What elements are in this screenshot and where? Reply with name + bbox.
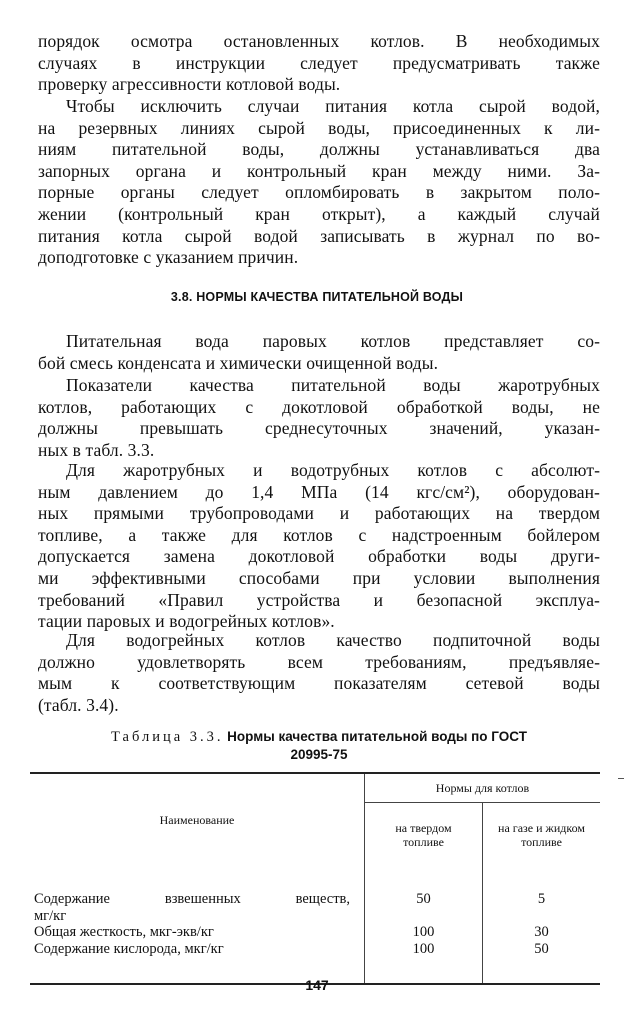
text-line: мым к соответствующим показателям сетевой воды xyxy=(38,673,600,694)
gas-liquid-fuel-values xyxy=(483,867,601,958)
text-line: ми эффективными способами при условии выполнения xyxy=(38,567,600,588)
header-line: топливе xyxy=(521,835,562,849)
fire-tube-paragraph xyxy=(38,375,600,461)
table-row xyxy=(30,867,600,958)
water-quality-table xyxy=(30,772,600,985)
text-line: ных прямыми трубопроводами и работающих на твердом xyxy=(38,503,600,524)
solid-fuel-value: 100 xyxy=(412,940,435,957)
text-line: Питательная вода паровых котлов представляет со- xyxy=(66,331,600,351)
text-line: требований «Правил устройства и безопасной эксплуа- xyxy=(38,589,600,610)
gas-liquid-fuel-value: 30 xyxy=(534,924,549,940)
row-name: Содержание кислорода, мкг/кг xyxy=(34,940,224,957)
text-line: Для водогрейных котлов качество подпиточной воды xyxy=(66,630,600,650)
text-line: проверку агрессивности котловой воды. xyxy=(38,74,341,95)
header-line: топливе xyxy=(403,835,444,849)
text-line: должно удовлетворять всем требованиям, предъявляе- xyxy=(38,651,600,672)
text-line: (табл. 3.4). xyxy=(38,694,119,715)
gas-liquid-fuel-value: 50 xyxy=(534,940,549,957)
text-line: доподготовке с указанием причин. xyxy=(38,247,299,268)
column-header-group: Нормы для котлов xyxy=(365,773,601,803)
text-line: бой смесь конденсата и химически очищенной воды. xyxy=(38,352,439,373)
section-heading: 3.8. НОРМЫ КАЧЕСТВА ПИТАТЕЛЬНОЙ ВОДЫ xyxy=(170,290,464,304)
column-header-gas-liquid-fuel xyxy=(483,803,601,868)
text-line: жении (контрольный кран открыт), а каждый случай xyxy=(38,203,600,224)
intro-paragraph xyxy=(38,31,600,96)
replacement-paragraph xyxy=(38,460,600,633)
text-line: должны превышать среднесуточных значений, указан- xyxy=(38,418,600,439)
row-name: Общая жесткость, мкг-экв/кг xyxy=(34,924,214,940)
table-caption-title-cont: 20995-75 xyxy=(290,747,348,762)
text-line: запорных органа и контрольный кран между ними. За- xyxy=(38,160,600,181)
header-line: на твердом xyxy=(395,821,452,835)
text-line: ниям питательной воды, должны устанавливаться два xyxy=(38,139,600,160)
solid-fuel-values xyxy=(365,867,483,958)
text-line: Чтобы исключить случаи питания котла сырой водой, xyxy=(66,96,600,116)
text-line: ных в табл. 3.3. xyxy=(38,439,155,460)
feed-water-paragraph xyxy=(38,331,600,374)
row-name-line: мг/кг xyxy=(34,907,67,924)
gas-liquid-fuel-value: 5 xyxy=(537,891,546,907)
solid-fuel-value: 50 xyxy=(416,891,431,907)
text-line: допускается замена докотловой обработки воды други- xyxy=(38,546,600,567)
table-caption-title: Нормы качества питательной воды по ГОСТ xyxy=(227,729,527,744)
hot-water-paragraph xyxy=(38,630,600,716)
text-line: порные органы следует опломбировать в закрытом поло- xyxy=(38,182,600,203)
text-line: на резервных линиях сырой воды, присоединенных к ли- xyxy=(38,117,600,138)
column-header-name: Наименование xyxy=(30,773,365,867)
text-line: топливе, а также для котлов с надстроенным бойлером xyxy=(38,524,600,545)
page-number: 147 xyxy=(305,977,329,993)
table-caption xyxy=(38,728,600,764)
text-line: тации паровых и водогрейных котлов». xyxy=(38,611,335,632)
text-line: Показатели качества питательной воды жаротрубных xyxy=(66,375,600,395)
margin-tick xyxy=(618,778,624,779)
table-caption-label: Таблица 3.3. xyxy=(111,729,224,745)
text-line: питания котла сырой водой записывать в журнал по во- xyxy=(38,225,600,246)
row-name xyxy=(30,867,365,958)
solid-fuel-value: 100 xyxy=(412,924,435,940)
text-line: ным давлением до 1,4 МПа (14 кгс/см²), оборудован- xyxy=(38,481,600,502)
text-line: порядок осмотра остановленных котлов. В необходимых xyxy=(38,31,600,51)
raw-water-paragraph xyxy=(38,96,600,269)
header-line: на газе и жидком xyxy=(498,821,585,835)
text-line: котлов, работающих с докотловой обработкой воды, не xyxy=(38,396,600,417)
row-name-line: Содержание взвешенных веществ, xyxy=(34,891,350,907)
text-line: случаях в инструкции следует предусматривать также xyxy=(38,52,600,73)
column-header-solid-fuel xyxy=(365,803,483,868)
text-line: Для жаротрубных и водотрубных котлов с абсолют- xyxy=(66,460,600,480)
